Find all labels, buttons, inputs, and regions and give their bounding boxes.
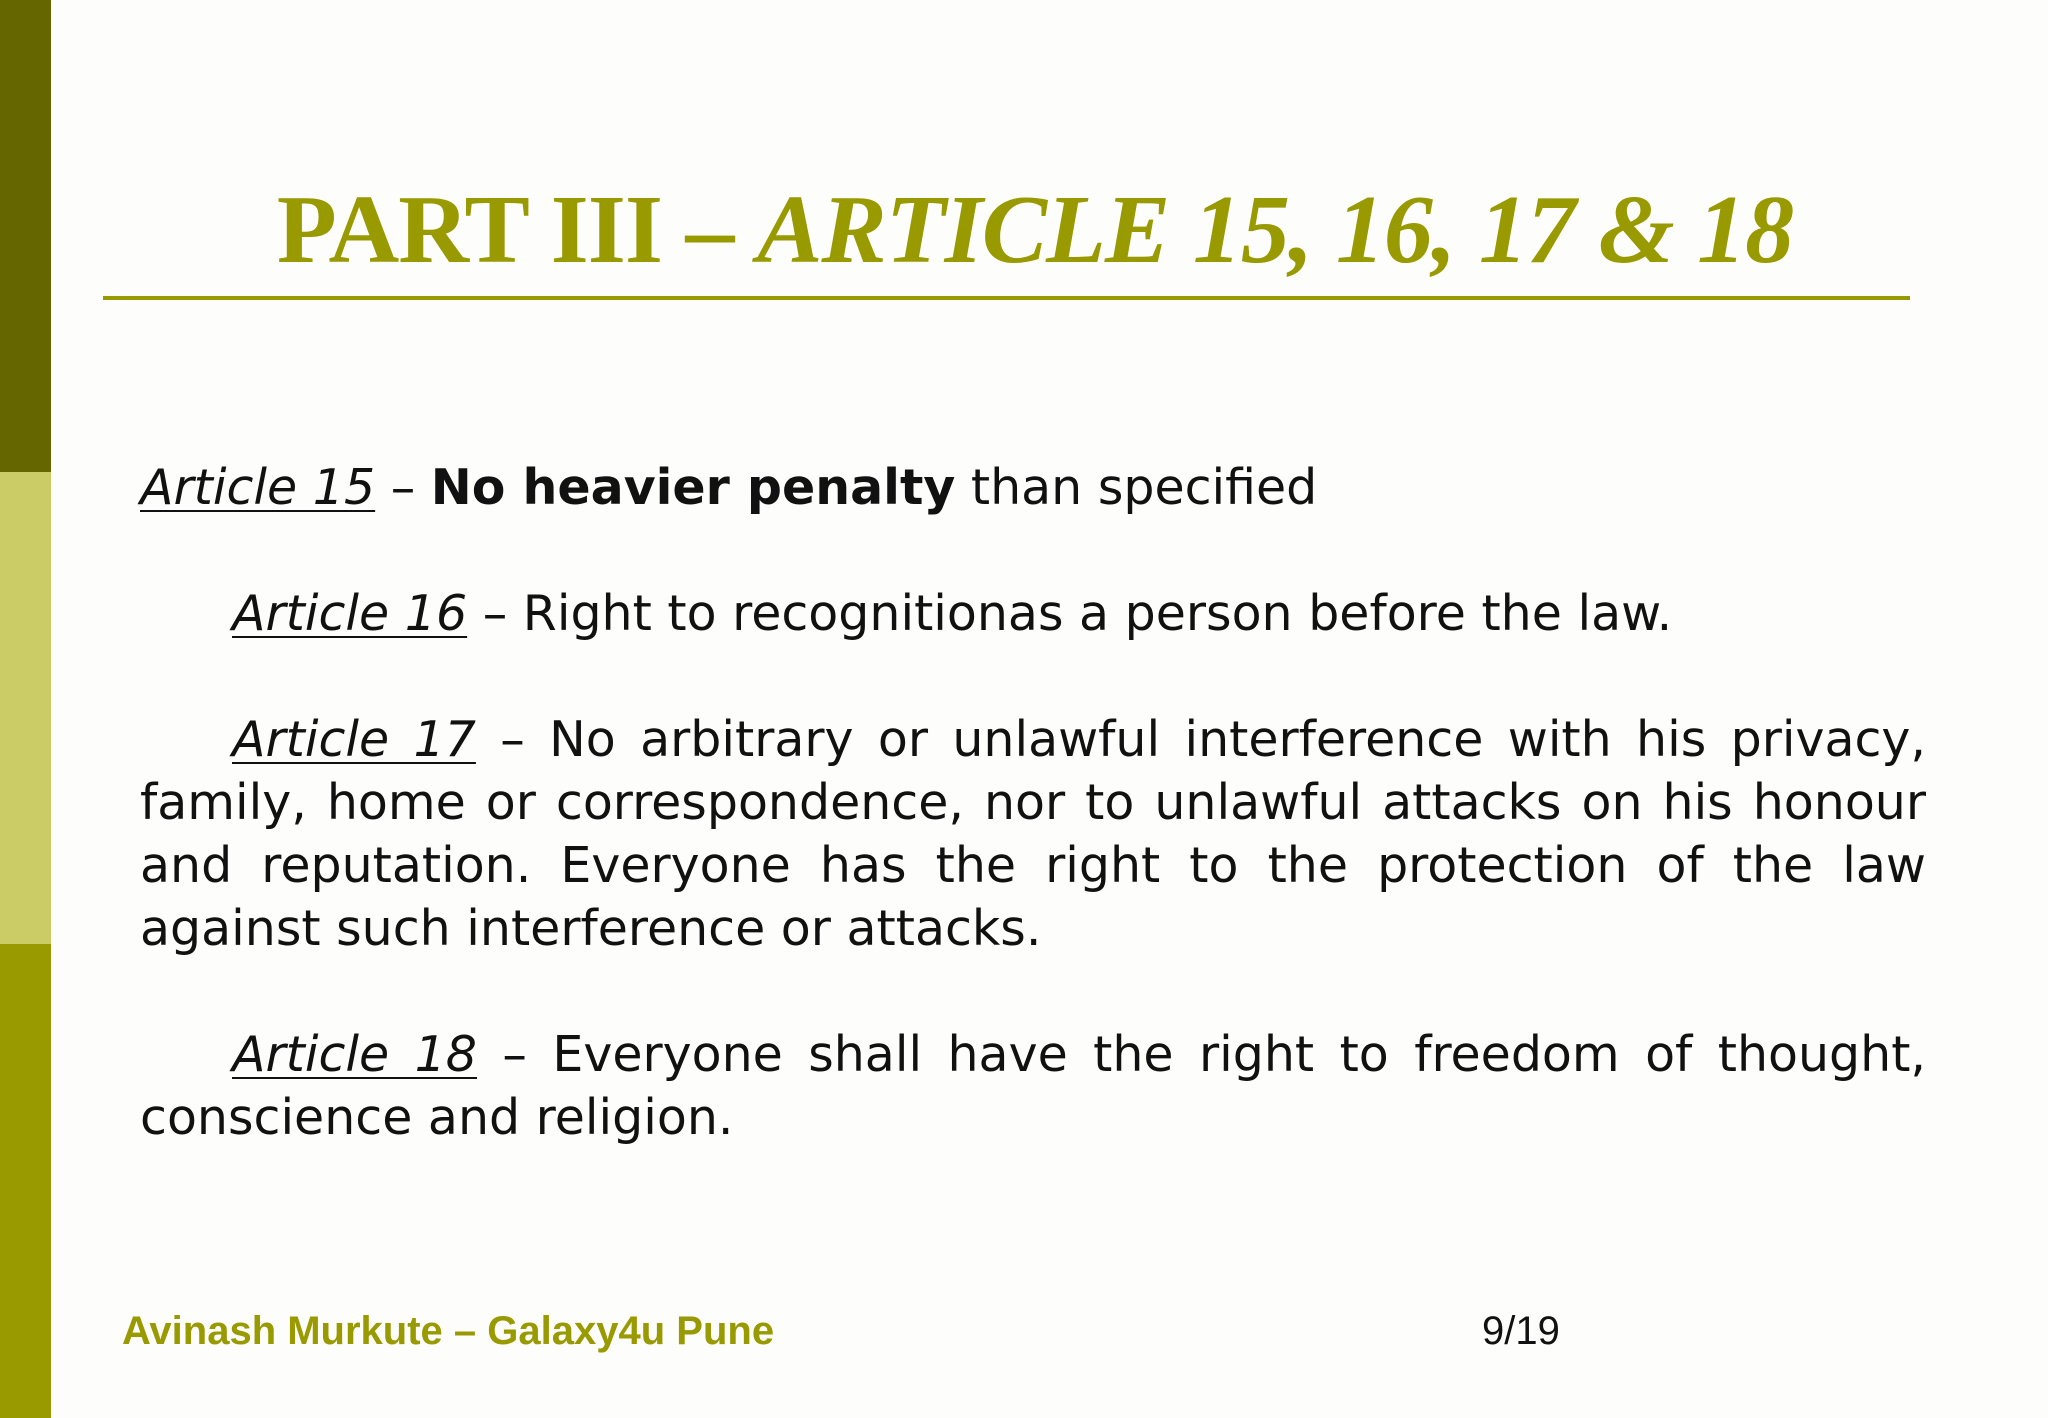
accent-bar-mid-segment (0, 944, 51, 1418)
article-16-ref: Article 16 (232, 585, 468, 642)
title-part: PART III – (276, 176, 758, 284)
article-18-text: Everyone shall have the right to freedom of thought, conscience and religion. (140, 1026, 1926, 1146)
article-15-ref: Article 15 (140, 459, 376, 516)
article-16-text: Right to recognitionas a person before the law. (522, 585, 1673, 642)
article-16-separator: – (467, 585, 523, 642)
article-18-paragraph (140, 1023, 1926, 1149)
article-17-text: No arbitrary or unlawful interference with his privacy, family, home or correspondence, nor to unlawful attacks on his honour and reputation. Everyone has the right to the protection of the law against such interference or attacks. (140, 711, 1927, 957)
article-17-ref: Article 17 (232, 711, 476, 768)
article-15-paragraph (140, 456, 1926, 519)
left-accent-bar (0, 0, 51, 1418)
title-underline-rule (103, 296, 1910, 300)
accent-bar-light-segment (0, 472, 51, 944)
footer-author: Avinash Murkute – Galaxy4u Pune (122, 1309, 775, 1353)
accent-bar-dark-segment (0, 0, 51, 472)
article-18-separator: – (476, 1026, 553, 1083)
slide-body (140, 456, 1926, 1149)
article-15-emphasis: No heavier penalty (430, 459, 956, 516)
title-articles: ARTICLE 15, 16, 17 & 18 (757, 176, 1794, 284)
article-15-text: than specified (955, 459, 1318, 516)
page-number: 9/19 (1482, 1309, 1560, 1353)
article-17-separator: – (475, 711, 550, 768)
slide-title (100, 170, 1970, 290)
article-17-paragraph (140, 708, 1926, 960)
article-16-paragraph (140, 582, 1926, 645)
article-18-ref: Article 18 (232, 1026, 477, 1083)
article-15-separator: – (375, 459, 431, 516)
